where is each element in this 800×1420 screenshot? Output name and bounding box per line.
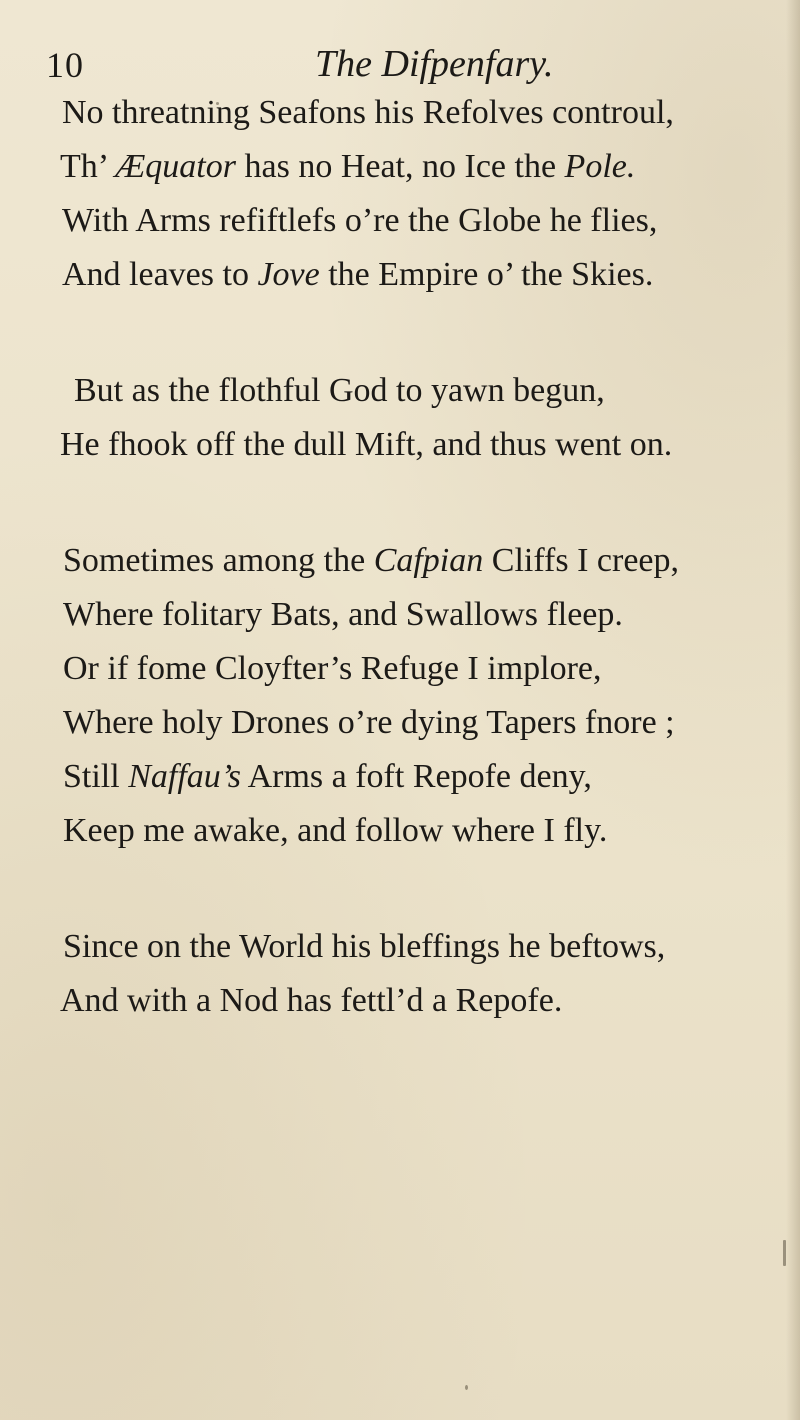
verse-text: With Arms refiftlefs o’re the Globe he flies,: [62, 202, 658, 239]
verse-line: [0, 696, 800, 750]
verse-text-italic: Æquator: [115, 148, 236, 185]
verse-line: [0, 418, 800, 472]
running-title: The Difpenfary.: [315, 43, 554, 85]
paper-speck: [268, 378, 271, 381]
verse-text: Since on the World his bleffings he beftows,: [63, 928, 666, 965]
stanza: [0, 920, 800, 1028]
stanza: [0, 86, 800, 302]
verse-text: No threatning Seafons his Refolves controul,: [62, 94, 674, 131]
verse-text: Still: [63, 758, 129, 795]
verse-line: [0, 804, 800, 858]
verse-text: And leaves to: [62, 256, 258, 293]
poem: [0, 86, 800, 1028]
verse-text: And with a Nod has fettl’d a Repofe.: [60, 982, 563, 1019]
page-header: [40, 38, 740, 88]
paper-speck: [216, 102, 219, 105]
verse-line: [0, 534, 800, 588]
verse-line: [0, 86, 800, 140]
verse-line: [0, 248, 800, 302]
verse-text: Where folitary Bats, and Swallows fleep.: [63, 596, 623, 633]
paper-speck: [465, 1385, 468, 1390]
paper-speck: [783, 1240, 786, 1266]
verse-text: the Empire o’ the Skies.: [319, 256, 654, 293]
verse-text-italic: Pole.: [564, 148, 636, 185]
verse-line: [0, 364, 800, 418]
verse-line: [0, 642, 800, 696]
verse-line: [0, 588, 800, 642]
verse-text: Or if fome Cloyfter’s Refuge I implore,: [63, 650, 602, 687]
verse-line: [0, 140, 800, 194]
stanza: [0, 534, 800, 858]
verse-text: Sometimes among the: [63, 542, 374, 579]
verse-text-italic: Jove: [257, 256, 320, 293]
page-number: 10: [46, 45, 84, 85]
verse-text: He fhook off the dull Mift, and thus went on.: [60, 426, 673, 463]
verse-text: Arms a foft Repofe deny,: [240, 758, 592, 795]
verse-text-italic: Naffau’s: [128, 758, 241, 795]
verse-text: But as the flothful God to yawn begun,: [74, 372, 605, 409]
verse-line: [0, 974, 800, 1028]
verse-text: Where holy Drones o’re dying Tapers fnore ;: [63, 704, 675, 741]
verse-text-italic: Cafpian: [373, 542, 484, 579]
stanza: [0, 364, 800, 472]
verse-text: Th’: [60, 148, 116, 185]
verse-text: has no Heat, no Ice the: [236, 148, 565, 185]
verse-line: [0, 920, 800, 974]
verse-text: Cliffs I creep,: [483, 542, 680, 579]
verse-line: [0, 750, 800, 804]
verse-line: [0, 194, 800, 248]
verse-text: Keep me awake, and follow where I fly.: [63, 812, 608, 849]
